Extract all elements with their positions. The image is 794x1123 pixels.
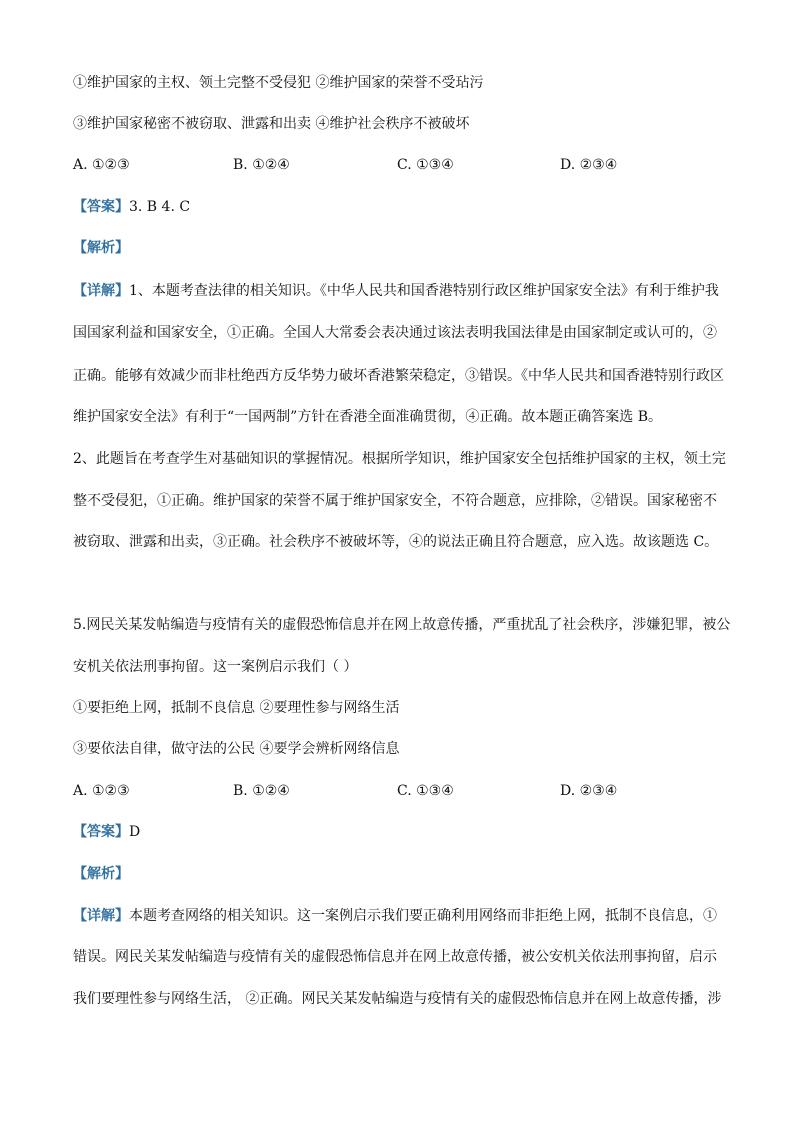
option-c: C. ①③④ <box>397 157 454 173</box>
detail-line: 2、此题旨在考查学生对基础知识的掌握情况。根据所学知识，维护国家安全包括维护国家的主权，领土完 <box>73 451 726 467</box>
answer-line <box>73 822 733 842</box>
detail-line: 正确。能够有效减少而非杜绝西方反华势力破坏香港繁荣稳定，③错误。《中华人民共和国香港特别行政区 <box>73 368 724 384</box>
answer-text: 3. B 4. C <box>129 199 191 215</box>
statement-line-2: ③维护国家秘密不被窃取、泄露和出卖 ④维护社会秩序不被破坏 <box>73 116 470 132</box>
detail-line: 整不受侵犯，①正确。维护国家的荣誉不属于维护国家安全，不符合题意，应排除，②错误。国家秘密不 <box>73 493 717 509</box>
answer-line <box>73 197 733 217</box>
detail-line: 国国家利益和国家安全，①正确。全国人大常委会表决通过该法表明我国法律是由国家制定或认可的，② <box>73 325 717 341</box>
detail-text: 本题考查网络的相关知识。这一案例启示我们要正确利用网络而非拒绝上网，抵制不良信息，① <box>129 908 717 924</box>
answer-tag: 【答案】 <box>73 199 129 215</box>
question-stem: 5.网民关某发帖编造与疫情有关的虚假恐怖信息并在网上故意传播，严重扰乱了社会秩序，涉嫌犯罪，被公 <box>73 617 731 633</box>
detail-text: 1、本题考查法律的相关知识。《中华人民共和国香港特别行政区维护国家安全法》有利于维护我 <box>129 283 719 299</box>
analysis-tag: 【解析】 <box>73 866 129 882</box>
statement-line-1: ①要拒绝上网，抵制不良信息 ②要理性参与网络生活 <box>73 700 400 716</box>
detail-line: 错误。网民关某发帖编造与疫情有关的虚假恐怖信息并在网上故意传播，被公安机关依法刑事拘留，启示 <box>73 949 717 965</box>
statement-line-2: ③要依法自律，做守法的公民 ④要学会辨析网络信息 <box>73 741 400 757</box>
detail-line: 被窃取、泄露和出卖，③正确。社会秩序不被破坏等，④的说法正确且符合题意，应入选。故该题选 C。 <box>73 534 719 550</box>
statement-line-1: ①维护国家的主权、领土完整不受侵犯 ②维护国家的荣誉不受玷污 <box>73 75 484 91</box>
option-b: B. ①②④ <box>233 157 290 173</box>
detail-line: 维护国家安全法》有利于“一国两制”方针在香港全面准确贯彻，④正确。故本题正确答案选 B。 <box>73 409 663 425</box>
detail-tag: 【详解】 <box>73 908 129 924</box>
analysis-line <box>73 238 733 258</box>
answer-tag: 【答案】 <box>73 824 129 840</box>
detail-line <box>73 281 733 301</box>
detail-line <box>73 906 733 926</box>
answer-text: D <box>129 824 141 840</box>
analysis-tag: 【解析】 <box>73 240 129 256</box>
option-a: A. ①②③ <box>73 783 130 799</box>
option-b: B. ①②④ <box>233 783 290 799</box>
option-c: C. ①③④ <box>397 783 454 799</box>
detail-tag: 【详解】 <box>73 283 129 299</box>
option-d: D. ②③④ <box>560 157 618 173</box>
option-d: D. ②③④ <box>560 783 618 799</box>
analysis-line <box>73 864 733 884</box>
option-a: A. ①②③ <box>73 157 130 173</box>
question-stem: 安机关依法刑事拘留。这一案例启示我们（ ） <box>73 659 358 675</box>
detail-line: 我们要理性参与网络生活， ②正确。网民关某发帖编造与疫情有关的虚假恐怖信息并在网上故意传播，涉 <box>73 991 722 1007</box>
